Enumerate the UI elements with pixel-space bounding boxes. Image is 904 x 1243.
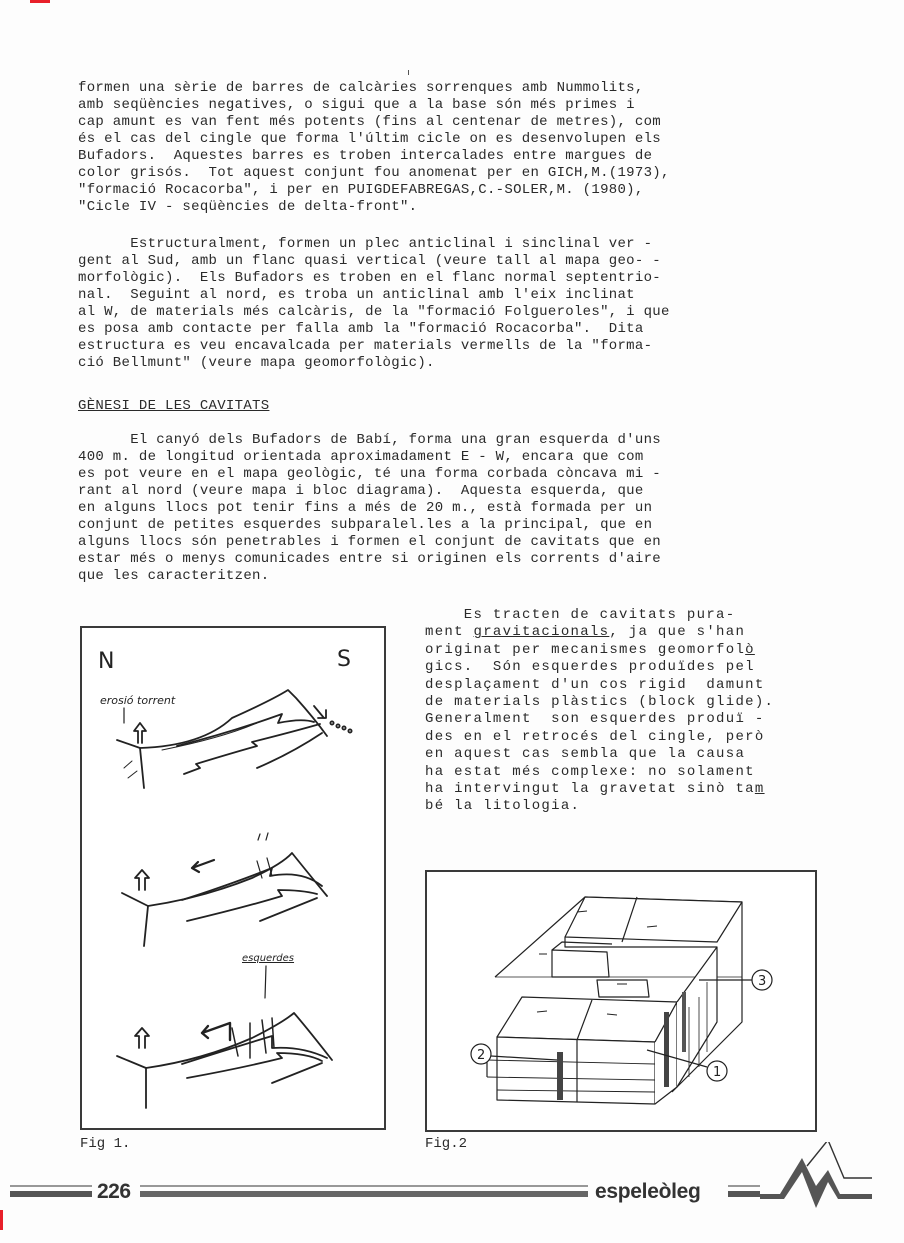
text-line: color grisós. Tot aquest conjunt fou anomenat per en GICH,M.(1973), [78,165,670,181]
text-line: conjunt de petites esquerdes subparalel.les a la principal, que en [78,517,653,533]
page-footer [0,1170,904,1210]
erosion-arrow-icon [135,870,149,890]
slide-arrow-icon [202,1023,230,1040]
page-number: 226 [97,1180,131,1203]
text-line: es pot veure en el mapa geològic, té una forma corbada còncava mi - [78,466,661,482]
text-fragment: originat per mecanismes geomorfol [425,641,746,658]
publication-name: espeleòleg [592,1180,704,1204]
figure-2-caption: Fig.2 [425,1136,468,1152]
svg-text:2: 2 [477,1048,486,1063]
text-line: morfològic). Els Bufadors es troben en el flanc normal septentrio- [78,270,661,286]
text-line: ció Bellmunt" (veure mapa geomorfològic). [78,355,435,371]
text-line: des en el retrocés del cingle, però [425,728,765,745]
svg-text:3: 3 [758,974,767,989]
section-heading: GÈNESI DE LES CAVITATS [78,398,270,414]
text-line: "formació Rocacorba", i per en PUIGDEFABREGAS,C.-SOLER,M. (1980), [78,182,644,198]
underlined-term: gravitacionals [473,624,610,641]
text-line: rant al nord (veure mapa i bloc diagrama). Aquesta esquerda, que [78,483,644,499]
fig2-drawing [427,872,815,1130]
crack-shading [682,992,686,1052]
erosion-arrow-icon [134,723,146,743]
north-label: N [98,649,115,674]
text-line: desplaçament d'un cos rigid damunt [425,676,765,693]
section-stage-3 [117,953,332,1108]
figure-2-block-diagram [425,870,817,1132]
text-line [425,642,825,659]
erosion-arrow-icon [135,1028,149,1048]
svg-text:1: 1 [713,1065,722,1080]
text-line: Es tracten de cavitats pura- [425,607,736,623]
text-line: nal. Seguint al nord, es troba un anticlinal amb l'eix inclinat [78,287,635,303]
figure-1-caption: Fig 1. [80,1136,131,1152]
text-line: El canyó dels Bufadors de Babí, forma una gran esquerda d'uns [78,432,661,448]
text-line: cap amunt es van fent més potents (fins al centenar de metres), com [78,114,661,130]
footer-rule [10,1191,92,1197]
text-line: 400 m. de longitud orientada aproximadament E - W, encara que com [78,449,644,465]
mountain-logo-icon [740,1142,880,1212]
text-line: amb seqüències negatives, o sigui que a la base són més primes i [78,97,635,113]
text-fragment: ment [425,624,474,641]
section-stage-2 [122,833,327,946]
text-line: de materials plàstics (block glide). [425,693,775,710]
registration-mark [30,0,50,3]
text-line: ha estat més complexe: no solament [425,763,755,780]
text-line: Estructuralment, formen un plec anticlinal i sinclinal ver - [78,236,653,252]
text-line: alguns llocs són penetrables i formen el conjunt de cavitats que en [78,534,661,550]
south-label: S [337,647,351,672]
text-line: bé la litologia. [425,798,581,815]
text-line: formen una sèrie de barres de calcàries sorrenques amb Nummolits, [78,80,644,96]
figure-1-cross-sections [80,626,386,1130]
fault-sign [258,833,268,840]
footer-rule [140,1191,588,1197]
text-fragment: ha intervingut la gravetat sinò ta [425,780,755,797]
underlined-char: ò [745,641,755,658]
text-line: que les caracteritzen. [78,568,270,584]
text-line: Generalment son esquerdes produï - [425,711,765,728]
registration-mark [0,1210,3,1230]
text-line [425,781,825,798]
text-line: al W, de materials més calcàris, de la "formació Folgueroles", i que [78,304,670,320]
slump-arrow-icon [314,706,326,718]
text-line: és el cas del cingle que forma l'últim cicle on es desenvolupen els [78,131,661,147]
text-line: "Cicle IV - seqüències de delta-front". [78,199,418,215]
scan-speck [408,70,409,75]
underlined-char: m [754,780,765,797]
text-line [425,624,825,641]
paragraph-gravitational [425,607,825,816]
cracks-label: esquerdes [242,953,295,964]
erosion-label: erosió torrent [100,694,176,707]
text-line: en aquest cas sembla que la causa [425,746,746,763]
text-fragment: , ja que s'han [609,624,746,641]
text-line: estructura es veu encavalcada per materials vermells de la "forma- [78,338,653,354]
text-line: estar més o menys comunicades entre si originen els corrents d'aire [78,551,661,567]
slide-arrow-icon [192,860,214,872]
text-line: gent al Sud, amb un flanc quasi vertical (veure tall al mapa geo- - [78,253,661,269]
cracks-pointer [265,966,266,998]
crack-shading [664,1012,669,1087]
crack-shading [557,1052,563,1100]
text-line: gics. Són esquerdes produïdes pel [425,659,755,676]
paragraph-structure [78,236,818,372]
text-line: es posa amb contacte per falla amb la "formació Rocacorba". Dita [78,321,644,337]
text-line: Bufadors. Aquestes barres es troben intercalades entre margues de [78,148,653,164]
text-line: en alguns llocs pot tenir fins a més de 20 m., està formada per un [78,500,653,516]
paragraph-stratigraphy [78,80,818,216]
paragraph-genesis [78,432,818,585]
fig1-drawing [82,628,384,1128]
